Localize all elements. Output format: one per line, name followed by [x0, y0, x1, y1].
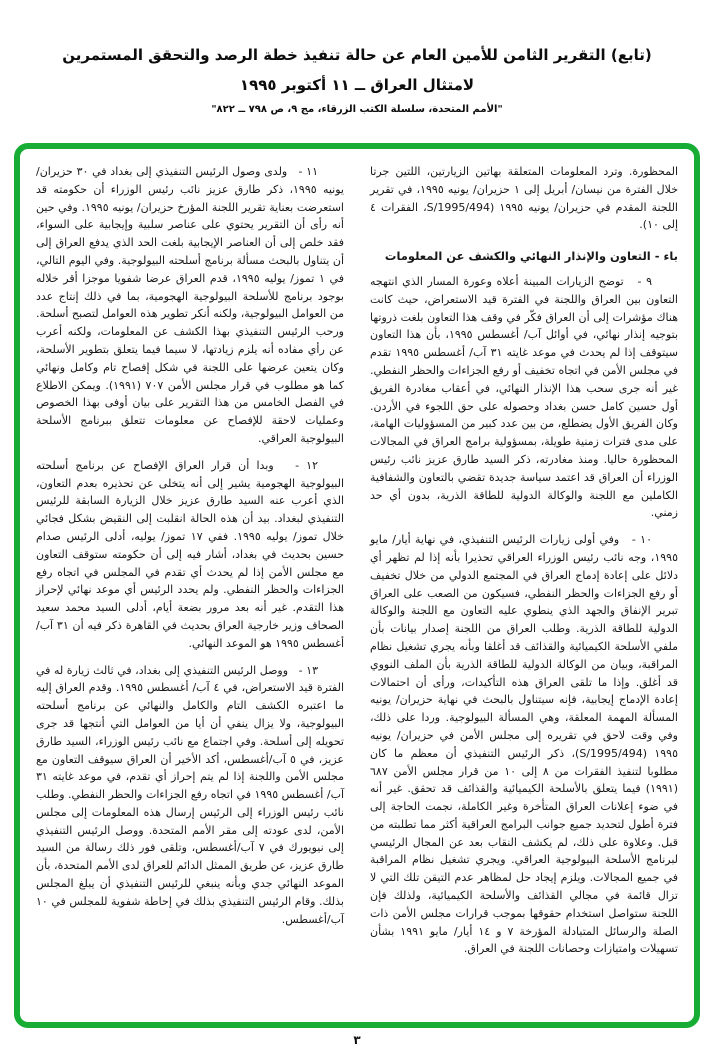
section-heading-baa: باء - التعاون والإنذار النهائي والكشف عن المعلومات: [384, 249, 678, 264]
paragraph-11: ١١ - ولدى وصول الرئيس التنفيذي إلى بغداد في ٣٠ حزيران/ يونيه ١٩٩٥، ذكر طارق عزيز نائب رئيس الوزراء أن حكومته قد استعرضت بعناية تقرير اللجنة المؤرخ حزيران/ يونيه ١٩٩٥. وفي حين أنه رأى أن التقرير يحتوي على عناصر سلبية وإيجابية على السواء، فقد خلص إلى أن العناصر الإيجابية بلغت الحد الذي يدفع العراق إلى أن يتناول بالبحث مسألة برنامج أسلحته البيولوجية. وفي اليوم التالي، في ١ تموز/ يوليه ١٩٩٥، قدم العراق عرضا شفويا موجزا أقر خلاله بوجود برنامج للأسلحة البيولوجية الهجومية، بما في ذلك إنتاج عدد من العوامل البيولوجية، ولكنه أنكر تطوير هذه العوامل لتصبح أسلحة. ورحب الرئيس التنفيذي بهذا الكشف عن المعلومات، ولكنه أعرب عن رأي مفاده أنه يلزم زيادتها، لا سيما فيما يتعلق بتطوير الأسلحة، وكان يتعين عرضها على اللجنة في شكل إفصاح تام وكامل ونهائي كما هو مطلوب في قرار مجلس الأمن ٧٠٧ (١٩٩١). ويمكن الاطلاع في الفصل الخامس من هذا التقرير على بيان أوفى بهذا الخصوص وعمليات لاحقة للإفصاح عن معلومات تتعلق ببرنامج الأسلحة البيولوجية العراقي.: [36, 165, 344, 445]
paragraph-9: ٩ - توضح الزيارات المبينة أعلاه وعورة المسار الذي انتهجه التعاون بين العراق واللجنة في الفترة قيد الاستعراض، حيث كانت هناك مؤشرات إلى أن العراق فكّر في وقف هذا التعاون بلغت ذروتها بتوجيه إنذار نهائي، في أوائل آب/ أغسطس ١٩٩٥، بأن هذا التعاون سيتوقف إذا لم يحدث في موعد غايته ٣١ آب/ أغسطس ١٩٩٥ تقدم في مجلس الأمن في اتجاه تخفيف أو رفع الجزاءات والحظر النفطي. غير أنه جرى سحب هذا الإنذار النهائي، في أعقاب مغادرة الفريق أول حسين كامل حسن بغداد وحصوله على حق اللجوء في الأردن. وكان الفريق الأول يضطلع، من بين عدد كبير من المسؤوليات الهامة، على مدى فترات زمنية طويلة، بمسؤولية برامج العراق في المجالات المحظورة حاليا. ومنذ مغادرته، ذكر السيد طارق عزيز نائب رئيس الوزراء أن العراق قد اعتمد سياسة جديدة تقضي بالتعاون والشفافية الكاملين مع اللجنة والوكالة الدولية للطاقة الذرية، بدون أي حد زمني.: [370, 274, 679, 520]
page-number: ٣: [353, 1033, 361, 1047]
report-header: [0, 0, 714, 115]
report-title-line-1: (تابع) التقرير الثامن للأمين العام عن حالة تنفيذ خطة الرصد والتحقق المستمرين: [62, 46, 652, 64]
source-citation: "الأمم المتحدة، سلسلة الكتب الزرقاء، مج ٩، ص ٧٩٨ ــ ٨٢٢": [211, 104, 503, 115]
paragraph-13: ١٣ - ووصل الرئيس التنفيذي إلى بغداد، في ثالث زيارة له في الفترة قيد الاستعراض، في ٤ آب/ أغسطس ١٩٩٥. وقدم العراق إليه ما اعتبره الكشف التام والكامل والنهائي عن برنامج أسلحته البيولوجية، ولا يزال ينفي أن أيا من العوامل التي أنتجها قد جرى تحويله إلى أسلحة. وفي اجتماع مع نائب رئيس الوزراء، السيد طارق عزيز، في ٥ آب/أغسطس، أكد الأخير أن العراق سيوقف التعاون مع مجلس الأمن واللجنة إذا لم يتم إحراز أي تقدم، في موعد غايته ٣١ آب/ أغسطس ١٩٩٥ في اتجاه رفع الجزاءات والحظر النفطي. وطلب نائب رئيس الوزراء إلى الرئيس إرسال هذه المعلومات إلى مجلس الأمن، لدى عودته إلى مقر الأمم المتحدة. ووصل الرئيس التنفيذي إلى نيويورك في ٧ آب/أغسطس، وتلقى فور ذلك رسالة من السيد طارق عزيز، عن طريق الممثل الدائم للعراق لدى الأمم المتحدة، بأن الموعد النهائي جدي وبأنه ينبغي للرئيس التنفيذي أن يبلغ المجلس بذلك. وقام الرئيس التنفيذي بذلك في إحاطة شفوية للمجلس في ١٠ آب/أغسطس.: [36, 663, 345, 926]
report-title-line-2: لامتثال العراق ــ ١١ أكتوبر ١٩٩٥: [239, 76, 475, 94]
continuation-paragraph: المحظورة. وترد المعلومات المتعلقة بهاتين الزيارتين، اللتين جرتا خلال الفترة من نيسان/ أبريل إلى ١ حزيران/ يونيه ١٩٩٥، في تقرير اللجنة المقدم في حزيران/ يونيه ١٩٩٥ (S/1995/494، الفقرات ٤ إلى ١٠).: [370, 165, 678, 232]
content-frame: [14, 143, 700, 1028]
paragraph-12: ١٢ - وبدا أن قرار العراق الإفصاح عن برنامج أسلحته البيولوجية الهجومية يشير إلى أنه يتخلى عن تحذيره بعدم التعاون، الذي أعرب عنه السيد طارق عزيز خلال الزيارة السابقة للرئيس التنفيذي لبغداد. بيد أن هذه الحالة انقلبت إلى النقيض بشكل فجائي خلال تموز/ يوليه ١٩٩٥. ففي ١٧ تموز/ يوليه، أدلى الرئيس صدام حسين بحديث في بغداد، أشار فيه إلى أن حكومته ستوقف التعاون مع مجلس الأمن إذا لم يحدث أي تقدم في المجلس في اتجاه رفع الجزاءات والحظر النفطي. ولم يحدد الرئيس أي موعد نهائي لإحراز هذا التقدم. غير أنه بعد مرور بضعة أيام، أدلى السيد محمد سعيد الصحاف وزير خارجية العراق بحديث في القاهرة ذكر فيه أن ٣١ آب/ أغسطس ١٩٩٥ هو الموعد النهائي.: [36, 458, 345, 650]
column-right: [370, 163, 678, 1012]
column-left: [36, 163, 344, 1012]
two-column-body: [36, 163, 678, 1012]
paragraph-10: ١٠ - وفي أولى زيارات الرئيس التنفيذي، في نهاية أيار/ مايو ١٩٩٥، وجه نائب رئيس الوزراء العراقي تحذيرا بأنه إذا لم تظهر أي دلائل على إعادة إدماج العراق في المجتمع الدولي من خلال تخفيف أو رفع الجزاءات والحظر النفطي، فسيكون من الصعب على العراق تبرير الإنفاق والجهد الذي ينطوي عليه التعاون مع اللجنة والوكالة الدولية للطاقة الذرية. وطلب العراق من اللجنة إصدار بيانات بأن ملفي الأسلحة الكيميائية والقذائف قد أغلقا وبأنه يجري تشغيل نظام المراقبة، وبيان من الوكالة الدولية للطاقة الذرية بأن الملف النووي قد أغلق. وإذا ما تلقى العراق هذه التأكيدات، ورأى أن احتمالات إعادة الإدماج إيجابية، فإنه سيتناول بالبحث في نهاية حزيران/ يونيه المسألة المهمة المعلقة، وهي المسألة البيولوجية. وردا على ذلك، وفي وقت لاحق في تقريره إلى مجلس الأمن في حزيران/ يونيه ١٩٩٥ (S/1995/494)، ذكر الرئيس التنفيذي أن معظم ما كان مطلوبا لتنفيذ الفقرات من ٨ إلى ١٠ من قرار مجلس الأمن ٦٨٧ (١٩٩١) فيما يتعلق بالأسلحة الكيميائية والقذائف قد تحقق. غير أنه في ضوء إعلانات العراق المتأخرة وغير الكاملة، نجمت الحاجة إلى فترة أطول لتحديد جميع جوانب البرامج العراقية أكثر مما تطلبته من قبل. وعلاوة على ذلك، لم يكشف النقاب بعد عن المجال الرئيسي لبرنامج الأسلحة البيولوجية العراقي. ويجري تشغيل نظام المراقبة في جميع المجالات. ويلزم إيجاد حل لمظاهر عدم التيقن تلك التي لا تزال قائمة في مجالي القذائف والأسلحة الكيميائية، ولذلك فإن اللجنة ستواصل استخدام حقوقها بموجب قرارات مجلس الأمن ذات الصلة والرسائل المتبادلة المؤرخة ٧ و ١٤ أيار/ مايو ١٩٩١ بشأن تسهيلات وامتيازات وحصانات اللجنة في العراق.: [370, 533, 678, 956]
